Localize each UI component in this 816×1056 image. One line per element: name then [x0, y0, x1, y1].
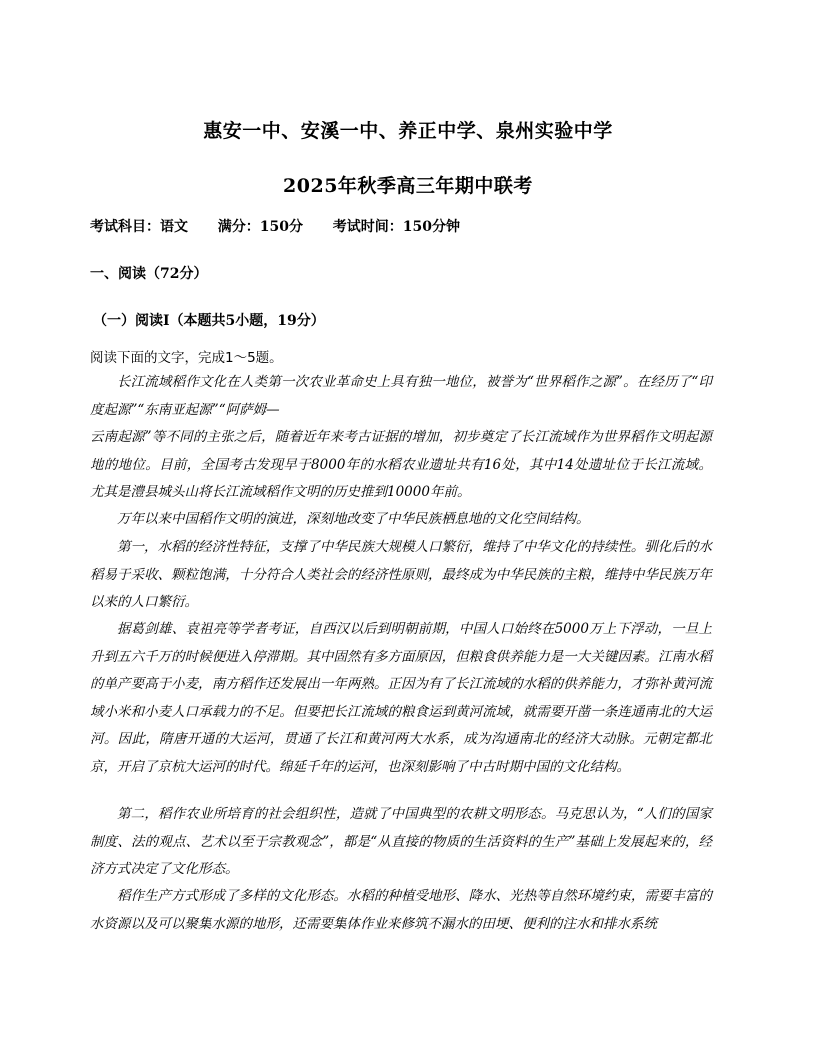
reading-instruction: 阅读下面的文字，完成1～5题。	[90, 350, 283, 366]
paragraph-4: 据葛剑雄、袁祖亮等学者考证，自西汉以后到明朝前期，中国人口始终在5000万上下浮动，一旦上升到五六千万的时候便进入停滞期。其中固然有多方面原因，但粮食供养能力是一大关键因素。江南水稻的单产要高于小麦，南方稻作还发展出一年两熟。正因为有了长江流域的水稻的供养能力，才弥补黄河流域小米和小麦人口承载力的不足。但要把长江流域的粮食运到黄河流域，就需要开凿一条连通南北的大运河。因此，隋唐开通的大运河，贯通了长江和黄河两大水系，成为沟通南北的经济大动脉。元朝定都北京，开启了京杭大运河的时代。绵延千年的运河，也深刻影响了中古时期中国的文化结构。	[90, 621, 712, 775]
exam-full-score: 满分：150分	[217, 219, 303, 235]
exam-subject: 考试科目：语文	[90, 219, 188, 235]
document-title-line2: 2025年秋季高三年期中联考	[283, 175, 533, 197]
subsection-heading: （一）阅读I（本题共5小题，19分）	[93, 313, 325, 329]
paragraph-5: 第二，稻作农业所培育的社会组织性，造就了中国典型的农耕文明形态。马克思认为，“人们的国家制度、法的观点、艺术以至于宗教观念”，都是“从直接的物质的生活资料的生产”基础上发展起来的，经济方式决定了文化形态。	[90, 806, 712, 877]
paragraph-6: 稻作生产方式形成了多样的文化形态。水稻的种植受地形、降水、光热等自然环境约束，需要丰富的水资源以及可以聚集水源的地形，还需要集体作业来修筑不漏水的田埂、便利的注水和排水系统	[90, 888, 712, 932]
paragraph-3: 第一，水稻的经济性特征，支撑了中华民族大规模人口繁衍，维持了中华文化的持续性。驯化后的水稻易于采收、颗粒饱满，十分符合人类社会的经济性原则，最终成为中华民族的主粮，维持中华民族万年以来的人口繁衍。	[90, 539, 712, 610]
exam-duration: 考试时间：150分钟	[332, 219, 460, 235]
exam-info	[90, 216, 460, 236]
section-heading: 一、阅读（72分）	[90, 266, 208, 282]
paragraph-2: 万年以来中国稻作文明的演进，深刻地改变了中华民族栖息地的文化空间结构。	[117, 511, 590, 527]
paragraph-1-continued: 云南起源”等不同的主张之后，随着近年来考古证据的增加，初步奠定了长江流域作为世界稻作文明起源地的地位。目前，全国考古发现早于8000年的水稻农业遗址共有16处，其中14处遗址位于长江流域。尤其是澧县城头山将长江流域稻作文明的历史推到10000年前。	[90, 429, 712, 500]
document-title-line1: 惠安一中、安溪一中、养正中学、泉州实验中学	[203, 120, 613, 142]
paragraph-1: 长江流域稻作文化在人类第一次农业革命史上具有独一地位，被誉为“世界稻作之源”。在经历了“印度起源”“东南亚起源”“阿萨姆—	[90, 374, 712, 418]
